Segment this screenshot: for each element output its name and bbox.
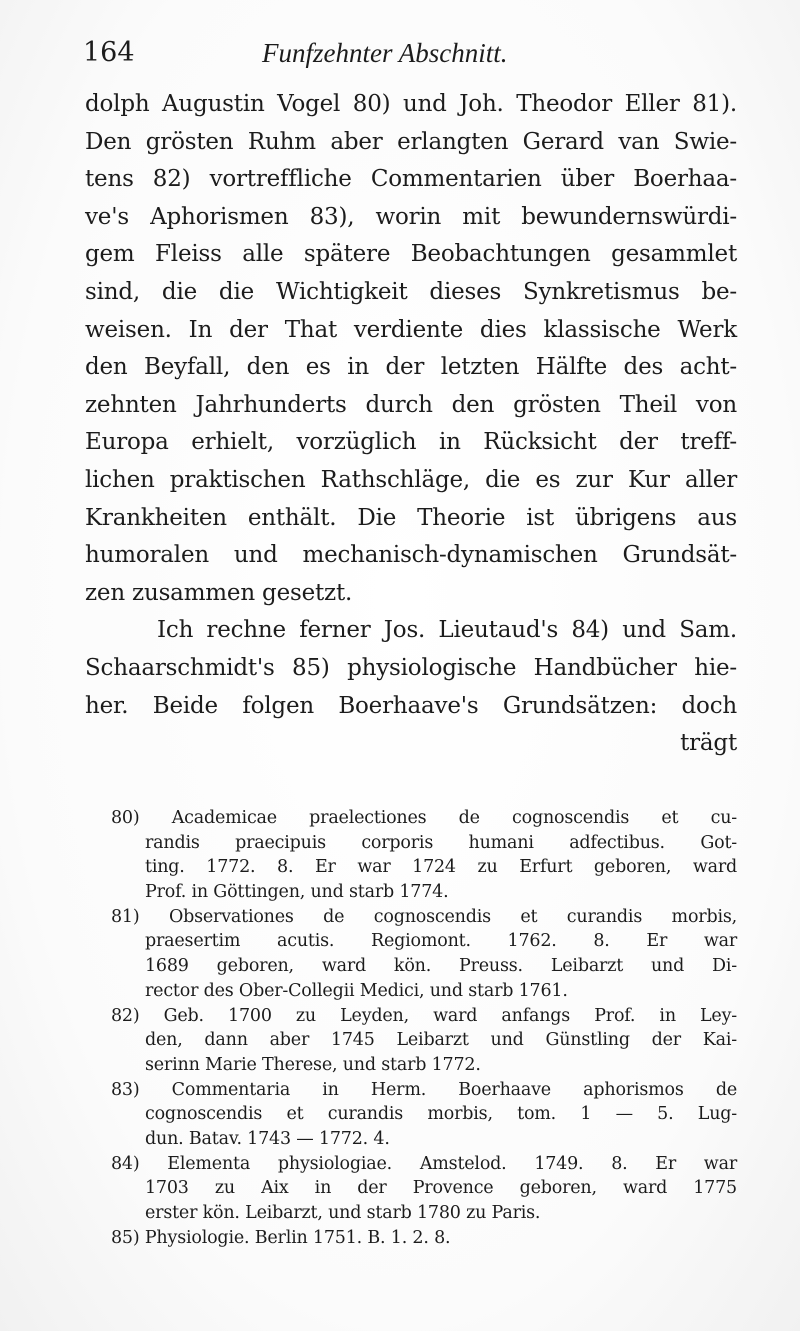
main-text (85, 86, 737, 763)
footnote-line: 80) Academicae praelectiones de cognoscendis et cu- (111, 808, 737, 828)
catchword: trägt (680, 730, 737, 757)
text-line: zehnten Jahrhunderts durch den grösten Theil von (85, 391, 737, 418)
text-line: zen zusammen gesetzt. (85, 579, 353, 606)
footnotes (111, 806, 737, 1250)
footnote-line: 85) Physiologie. Berlin 1751. B. 1. 2. 8. (111, 1227, 451, 1248)
text-line: Krankheiten enthält. Die Theorie ist übrigens aus (85, 504, 737, 531)
footnote-line: 84) Elementa physiologiae. Amstelod. 1749. 8. Er war (111, 1153, 737, 1174)
text-line: dolph Augustin Vogel 80) und Joh. Theodor Eller 81). (85, 91, 737, 117)
text-line: den Beyfall, den es in der letzten Hälfte des acht- (85, 354, 737, 381)
text-line: her. Beide folgen Boerhaave's Grundsätzen: doch (85, 692, 737, 719)
footnote-line: 81) Observationes de cognoscendis et curandis morbis, (111, 906, 737, 927)
text-line: sind, die die Wichtigkeit dieses Synkretismus be- (85, 278, 737, 305)
footnote-line: praesertim acutis. Regiomont. 1762. 8. Er war (145, 931, 737, 952)
text-line: lichen praktischen Rathschläge, die es zur Kur aller (85, 466, 737, 493)
footnote-line: cognoscendis et curandis morbis, tom. 1 — 5. Lug- (145, 1104, 737, 1125)
footnote-line: den, dann aber 1745 Leibarzt und Günstling der Kai- (145, 1030, 737, 1051)
text-line: Schaarschmidt's 85) physiologische Handbücher hie- (85, 654, 737, 681)
footnote-line: 1703 zu Aix in der Provence geboren, ward 1775 (145, 1178, 737, 1199)
footnote-line: 1689 geboren, ward kön. Preuss. Leibarzt und Di- (145, 956, 737, 977)
text-line: Ich rechne ferner Jos. Lieutaud's 84) und Sam. (157, 617, 737, 644)
footnote-line: Prof. in Göttingen, und starb 1774. (145, 882, 449, 903)
text-line: Europa erhielt, vorzüglich in Rücksicht der treff- (85, 429, 737, 456)
footnote-line: 82) Geb. 1700 zu Leyden, ward anfangs Prof. in Ley- (111, 1005, 737, 1026)
page-number: 164 (83, 37, 135, 68)
footnote-line: erster kön. Leibarzt, und starb 1780 zu Paris. (145, 1203, 541, 1223)
footnote-line: serinn Marie Therese, und starb 1772. (145, 1054, 481, 1075)
text-line: Den grösten Ruhm aber erlangten Gerard van Swie- (85, 128, 737, 155)
footnote-line: randis praecipuis corporis humani adfectibus. Got- (145, 832, 737, 853)
footnote-line: dun. Batav. 1743 — 1772. 4. (145, 1128, 390, 1149)
text-line: humoralen und mechanisch-dynamischen Grundsät- (85, 542, 737, 569)
footnote-line: 83) Commentaria in Herm. Boerhaave aphorismos de (111, 1079, 737, 1100)
text-line: gem Fleiss alle spätere Beobachtungen gesammlet (85, 241, 737, 268)
running-title: Funfzehnter Abschnitt. (262, 38, 508, 68)
footnote-line: rector des Ober-Collegii Medici, und starb 1761. (145, 980, 568, 1001)
footnote-line: ting. 1772. 8. Er war 1724 zu Erfurt geboren, ward (145, 857, 737, 878)
text-line: weisen. In der That verdiente dies klassische Werk (85, 316, 737, 343)
text-line: ve's Aphorismen 83), worin mit bewundernswürdi- (85, 203, 737, 230)
text-line: tens 82) vortreffliche Commentarien über Boerhaa- (85, 166, 737, 193)
